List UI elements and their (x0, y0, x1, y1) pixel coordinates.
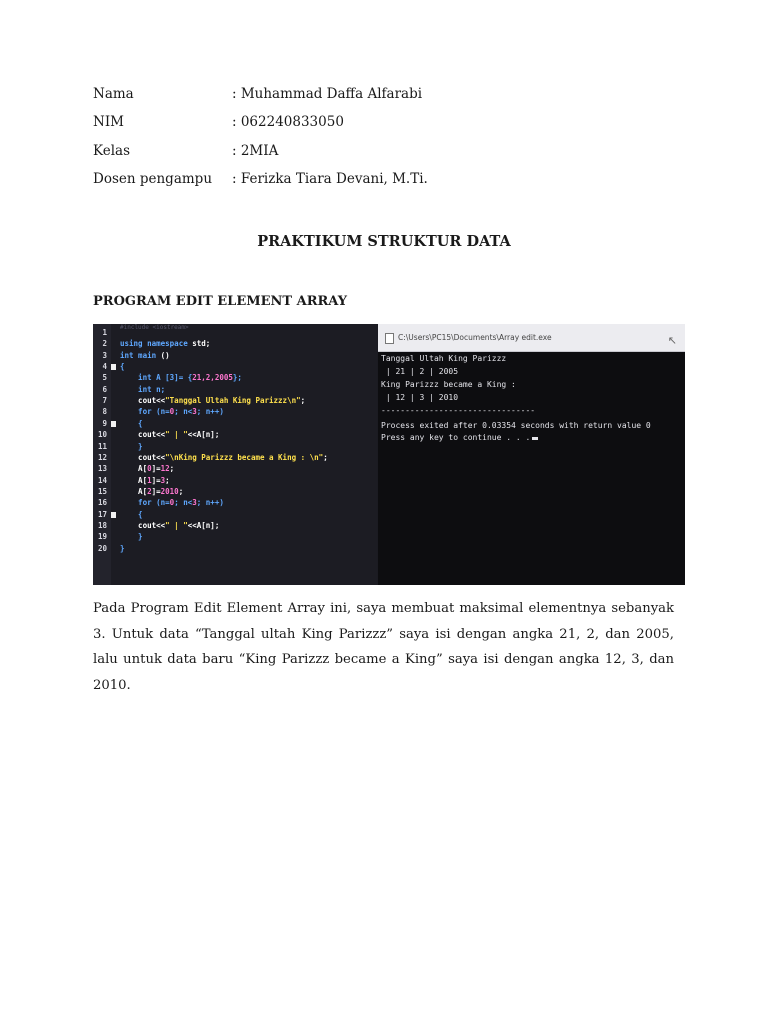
identity-row-dosen (93, 171, 428, 199)
code-token: ; n++) (196, 498, 224, 508)
code-token: cout<< (120, 452, 166, 462)
code-token: ; (323, 452, 328, 462)
mouse-cursor-icon: ↖ (667, 334, 677, 347)
code-token: "Tanggal Ultah King Parizzz\n" (165, 396, 301, 406)
code-token: using namespace (120, 339, 193, 349)
code-token: 12 (160, 464, 170, 474)
section-heading: PROGRAM EDIT ELEMENT ARRAY (93, 294, 348, 309)
code-line (120, 510, 143, 519)
line-number: 1 (102, 328, 107, 337)
line-number: 13 (97, 464, 107, 474)
code-token: for (n= (120, 498, 170, 508)
code-token: int n; (120, 384, 166, 394)
console-line: Press any key to continue . . . (381, 433, 538, 442)
code-line (120, 373, 242, 382)
code-token: ; n< (174, 407, 193, 417)
code-screenshot (93, 324, 685, 585)
description-paragraph: Pada Program Edit Element Array ini, saya membuat maksimal elementnya sebanyak 3. Untuk data “Tanggal ultah King Parizzz” saya isi dengan angka 21, 2, dan 2005, lalu untuk data baru “King Parizzz became a King” saya isi dengan angka 12, 3, dan 2010. (93, 601, 674, 693)
code-token: () (160, 350, 170, 360)
code-token: 0 (169, 407, 175, 417)
line-number: 4 (102, 362, 107, 372)
code-line (120, 487, 183, 496)
code-line (120, 521, 219, 530)
code-token: 1 (147, 475, 152, 485)
line-number: 8 (102, 407, 107, 417)
line-number: 6 (102, 384, 107, 394)
console-titlebar (378, 324, 685, 352)
line-number: 20 (97, 543, 107, 553)
line-number: 19 (97, 532, 107, 542)
console-line: | 21 | 2 | 2005 (381, 366, 459, 376)
line-number: 16 (97, 498, 107, 508)
code-token: ; (178, 486, 184, 496)
code-token: <<A[n]; (187, 430, 220, 440)
code-token: } (120, 532, 143, 542)
code-token: } (120, 543, 125, 553)
code-token: A[ (120, 464, 148, 474)
code-token: <<A[n]; (187, 520, 220, 530)
code-token: ; n++) (196, 407, 224, 417)
identity-label: NIM (93, 114, 124, 131)
code-line (120, 464, 174, 473)
console-line: Tanggal Ultah King Parizzz (381, 354, 507, 363)
console-app-icon (385, 333, 394, 344)
page-title: PRAKTIKUM STRUKTUR DATA (257, 233, 511, 250)
code-line (120, 476, 170, 485)
code-token: 2 (147, 486, 152, 496)
identity-label: Kelas (93, 142, 131, 159)
code-token: 0 (169, 498, 175, 508)
code-line (120, 532, 143, 541)
code-line (120, 339, 210, 348)
code-line (120, 396, 305, 405)
line-number: 3 (102, 350, 107, 360)
line-number: 12 (97, 452, 107, 462)
identity-value: : Muhammad Daffa Alfarabi (232, 86, 423, 102)
identity-value: : Ferizka Tiara Devani, M.Ti. (232, 170, 428, 187)
code-line (120, 385, 165, 394)
code-token: 3 (192, 498, 197, 508)
console-line: King Parizzz became a King : (381, 379, 516, 389)
console-caret (532, 437, 538, 440)
console-line: Process exited after 0.03354 seconds with return value 0 (381, 420, 651, 430)
console-title: C:\Users\PC15\Documents\Array edit.exe (398, 333, 552, 342)
line-number: 5 (102, 373, 107, 383)
code-token: A[ (120, 486, 148, 496)
code-token: ]= (151, 475, 161, 485)
code-token: ; (300, 396, 306, 406)
code-token: ]= (151, 486, 161, 496)
identity-row-kelas (93, 143, 428, 171)
identity-label: Dosen pengampu (93, 170, 213, 187)
identity-row-nim (93, 114, 428, 142)
code-line (120, 362, 125, 371)
code-line (120, 442, 143, 451)
line-number: 9 (102, 418, 107, 428)
code-token: { (120, 362, 125, 372)
code-token: "\nKing Parizzz became a King : \n" (165, 452, 324, 462)
code-token: ; (165, 475, 170, 485)
identity-label: Nama (93, 86, 134, 102)
breakpoint-marker (111, 421, 116, 427)
console-line: | 12 | 3 | 2010 (381, 392, 459, 402)
code-token: A[ (120, 475, 148, 485)
code-token: 0 (147, 464, 152, 474)
code-line (120, 419, 143, 428)
code-token: }; (232, 373, 242, 383)
line-number: 17 (97, 509, 107, 519)
line-number: 15 (97, 486, 107, 496)
identity-value: : 062240833050 (232, 114, 344, 131)
code-line (120, 351, 170, 360)
code-token: ]= (151, 464, 161, 474)
code-token: int main (120, 350, 161, 360)
code-token: for (n= (120, 407, 170, 417)
breakpoint-marker (111, 512, 116, 518)
code-token: 3 (192, 407, 197, 417)
code-editor-panel (93, 324, 377, 585)
identity-block (93, 86, 428, 199)
line-number: 14 (97, 475, 107, 485)
identity-row-nama (93, 86, 428, 114)
code-token: cout<< (120, 396, 166, 406)
code-line (120, 430, 219, 439)
code-token: 3 (160, 475, 166, 485)
code-token: " | " (165, 520, 188, 530)
code-token: cout<< (120, 430, 166, 440)
code-token: " | " (165, 430, 188, 440)
code-line (120, 498, 224, 507)
console-window (378, 324, 685, 585)
line-number: 2 (102, 339, 107, 349)
editor-faded-line: #include <iostream> (120, 324, 189, 331)
code-token: int A [3]= { (120, 373, 193, 383)
code-token: 21,2,2005 (192, 373, 233, 383)
code-token: ; n< (174, 498, 193, 508)
line-number: 7 (102, 396, 107, 406)
code-token: std; (192, 339, 211, 349)
code-line (120, 453, 328, 462)
line-number: 10 (97, 430, 107, 440)
code-line (120, 544, 125, 553)
line-number: 18 (97, 520, 107, 530)
console-line: -------------------------------- (381, 405, 536, 415)
identity-value: : 2MIA (232, 142, 279, 159)
code-token: { (120, 418, 143, 428)
code-token: 2010 (160, 486, 179, 496)
code-token: { (120, 509, 143, 519)
code-token: ; (169, 464, 175, 474)
code-token: cout<< (120, 520, 166, 530)
code-line (120, 407, 224, 416)
breakpoint-marker (111, 364, 116, 370)
line-number: 11 (97, 441, 107, 451)
code-token: } (120, 441, 143, 451)
